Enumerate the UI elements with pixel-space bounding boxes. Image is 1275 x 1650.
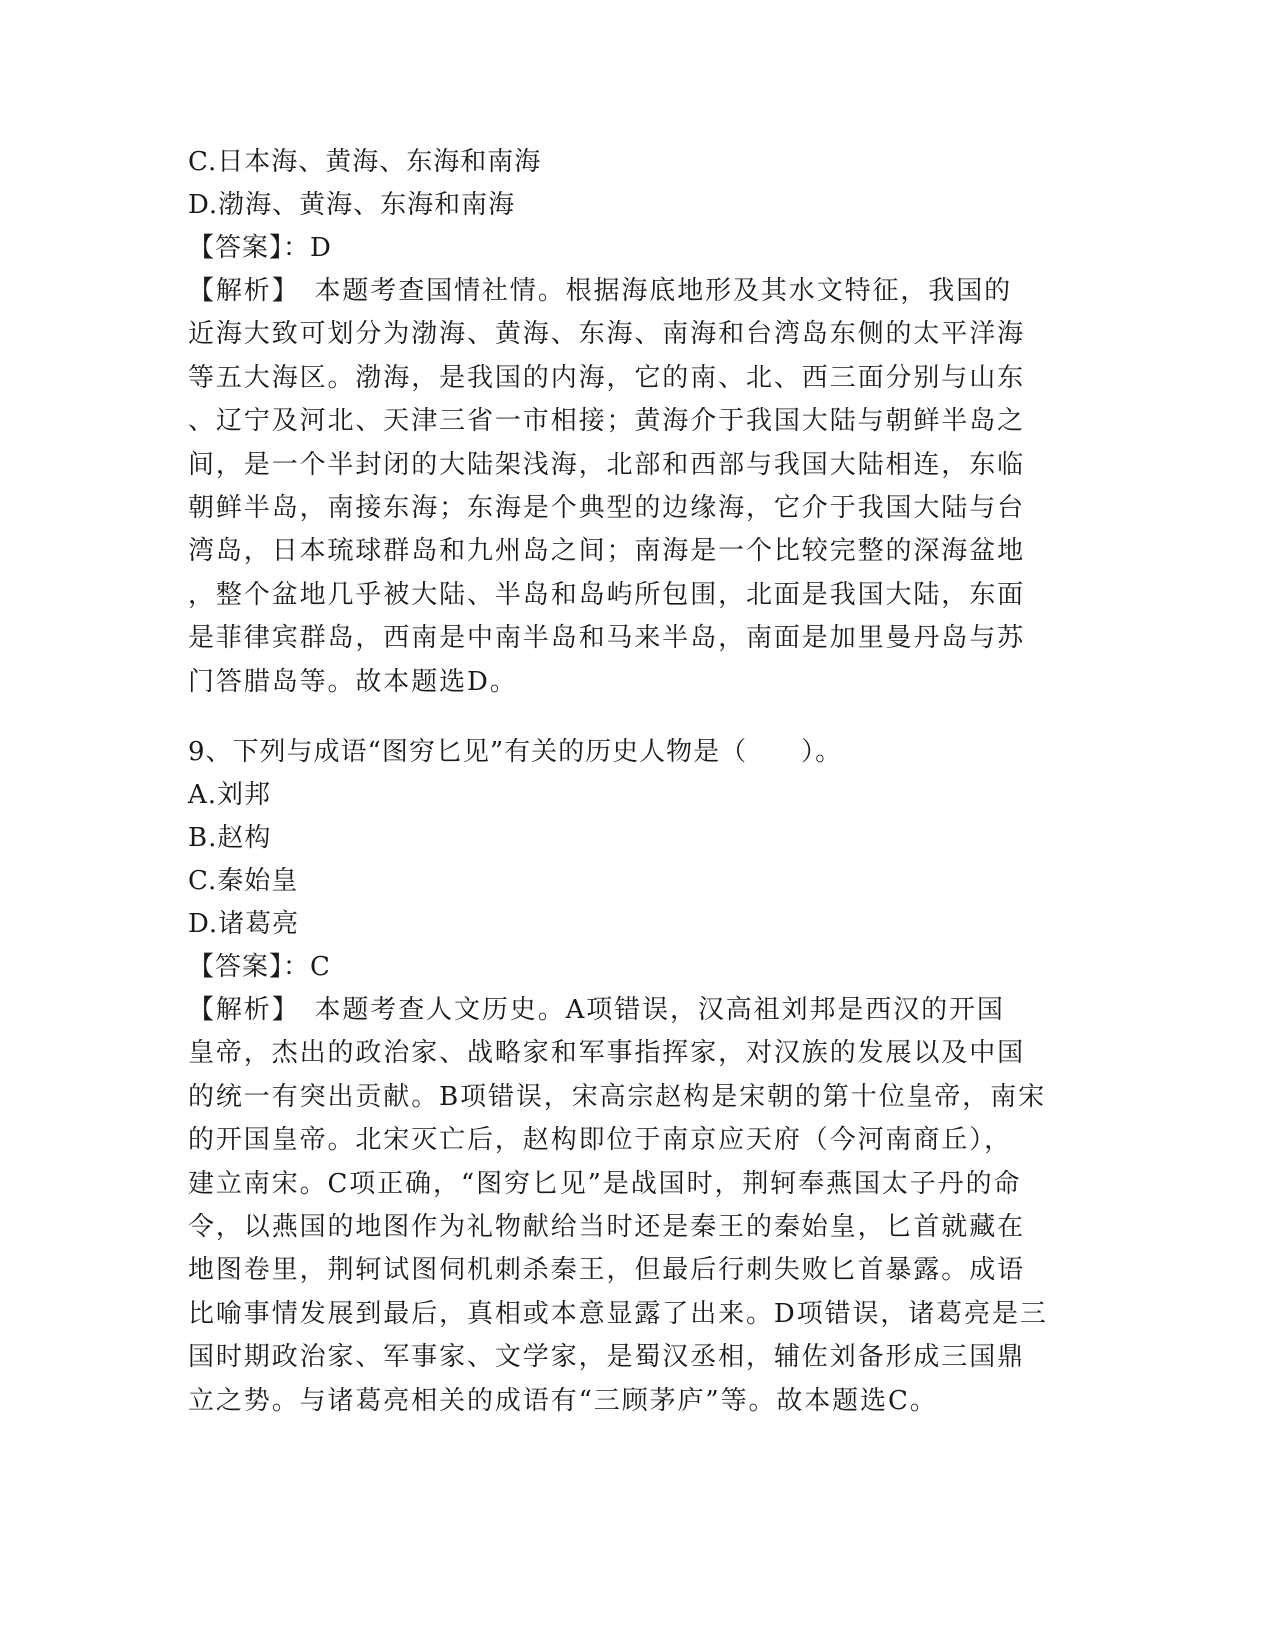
q8-analysis-line: 朝鲜半岛，南接东海；东海是个典型的边缘海，它介于我国大陆与台: [188, 492, 1026, 523]
q8-analysis-line: 湾岛，日本琉球群岛和九州岛之间；南海是一个比较完整的深海盆地: [188, 536, 1026, 567]
q8-analysis-line: 、辽宁及河北、天津三省一市相接；黄海介于我国大陆与朝鲜半岛之: [188, 406, 1026, 437]
q8-option-c: C.日本海、黄海、东海和南海: [188, 147, 542, 177]
q9-option-d: D.诸葛亮: [188, 909, 300, 939]
q9-analysis-line: 建立南宋。C项正确，“图穷匕见”是战国时，荆轲奉燕国太子丹的命: [188, 1168, 1022, 1199]
q9-analysis-line: 的统一有突出贡献。B项错误，宋高宗赵构是宋朝的第十位皇帝，南宋: [188, 1081, 1047, 1112]
q8-analysis-line: 门答腊岛等。故本题选D。: [188, 666, 518, 697]
q9-analysis-line: 立之势。与诸葛亮相关的成语有“三顾茅庐”等。故本题选C。: [188, 1385, 938, 1416]
q8-analysis-line: 近海大致可划分为渤海、黄海、东海、南海和台湾岛东侧的太平洋海: [188, 319, 1026, 350]
q8-analysis-line: 【解析】 本题考查国情社情。根据海底地形及其水文特征，我国的: [188, 276, 1013, 306]
q9-analysis-line: 地图卷里，荆轲试图伺机刺杀秦王，但最后行刺失败匕首暴露。成语: [188, 1255, 1026, 1286]
q9-analysis-line: 国时期政治家、军事家、文学家，是蜀汉丞相，辅佐刘备形成三国鼎: [188, 1342, 1026, 1373]
q9-question: 9、下列与成语“图穷匕见”有关的历史人物是（ ）。: [188, 737, 843, 767]
q9-analysis-line: 比喻事情发展到最后，真相或本意显露了出来。D项错误，诸葛亮是三: [188, 1298, 1048, 1329]
q8-option-d: D.渤海、黄海、东海和南海: [188, 190, 516, 220]
q9-option-b: B.赵构: [188, 823, 272, 853]
q8-section: [188, 141, 1088, 704]
q9-analysis-line: 的开国皇帝。北宋灭亡后，赵构即位于南京应天府（今河南商丘），: [188, 1125, 1013, 1156]
q9-option-c: C.秦始皇: [188, 866, 299, 896]
q9-answer: 【答案】：C: [188, 952, 331, 982]
q8-analysis: [188, 270, 1088, 704]
q9-analysis-line: 令，以燕国的地图作为礼物献给当时还是秦王的秦始皇，匕首就藏在: [188, 1211, 1026, 1242]
q8-analysis-line: 间，是一个半封闭的大陆架浅海，北部和西部与我国大陆相连，东临: [188, 449, 1026, 480]
q8-analysis-line: 是菲律宾群岛，西南是中南半岛和马来半岛，南面是加里曼丹岛与苏: [188, 623, 1026, 654]
q8-analysis-line: ，整个盆地几乎被大陆、半岛和岛屿所包围，北面是我国大陆，东面: [188, 579, 1026, 610]
q8-analysis-line: 等五大海区。渤海，是我国的内海，它的南、北、西三面分别与山东: [188, 362, 1026, 393]
q9-analysis-line: 【解析】 本题考查人文历史。A项错误，汉高祖刘邦是西汉的开国: [188, 995, 1005, 1025]
q9-analysis: [188, 989, 1088, 1423]
q9-section: [188, 731, 1088, 1423]
q8-answer: 【答案】：D: [188, 233, 332, 263]
q9-option-a: A.刘邦: [188, 780, 272, 810]
q9-analysis-line: 皇帝，杰出的政治家、战略家和军事指挥家，对汉族的发展以及中国: [188, 1038, 1026, 1069]
